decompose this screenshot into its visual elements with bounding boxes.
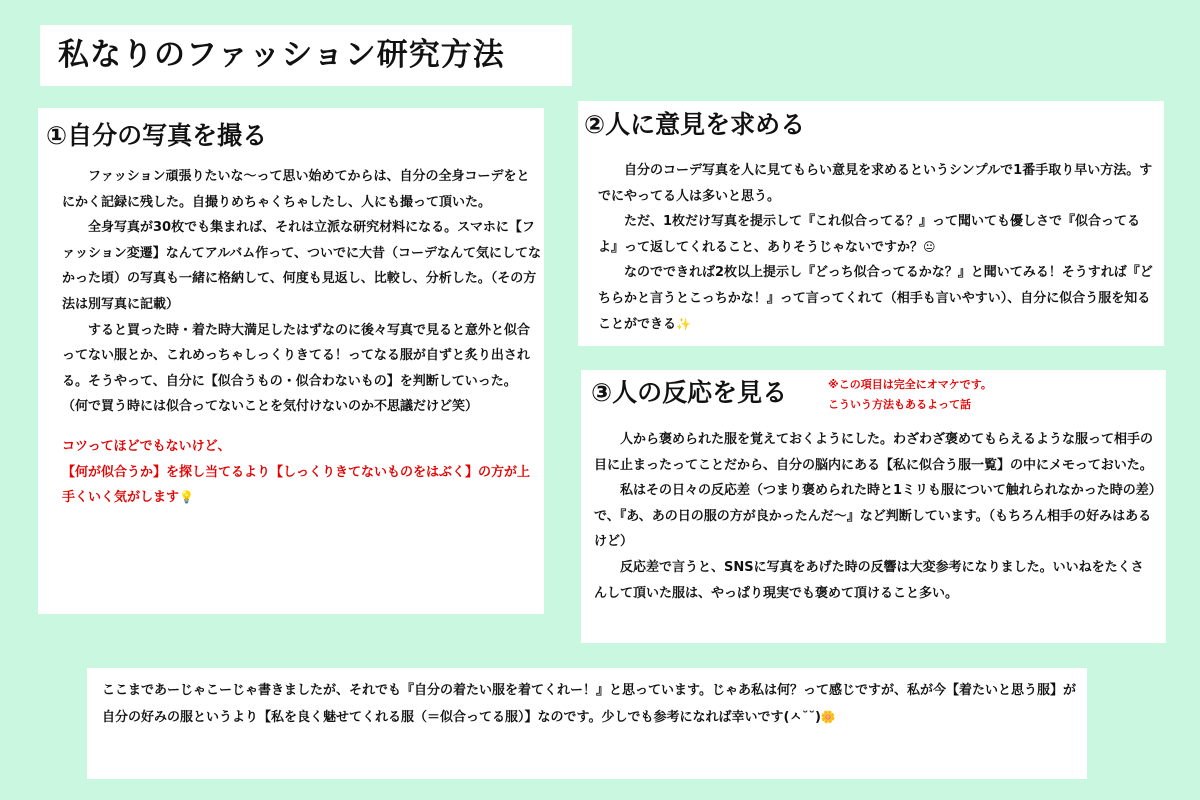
paragraph: ファッション頑張りたいな〜って思い始めてからは、自分の全身コーデをとにかく記録に残した。自撮りめちゃくちゃしたし、人にも撮って頂いた。	[62, 169, 530, 210]
paragraph: ただ、1枚だけ写真を提示して『これ似合ってる？』って聞いても優しさで『似合ってるよ』って返してくれること、ありそうじゃないですか？	[598, 214, 1141, 255]
paragraph: すると買った時・着た時大満足したはずなのに後々写真で見ると意外と似合ってない服とか、これめっちゃしっくりきてる！ってなる服が自ずと炙り出される。そうやって、自分に【似合うもの・似合わないもの】を判断していった。	[62, 322, 531, 389]
section-take-photos	[38, 108, 544, 614]
section-heading: ①自分の写真を撮る	[46, 121, 268, 150]
flower-icon: 🌼	[820, 710, 836, 724]
section-see-reactions	[581, 370, 1166, 643]
section-body	[598, 158, 1158, 337]
aside-paragraph: （何で買う時には似合ってないことを気付けないのか不思議だけど笑）	[62, 399, 479, 415]
paragraph: 人から褒められた服を覚えておくようにした。わざわざ褒めてもらえるような服って相手の目に止まったってことだから、自分の脳内にある【私に似合う服一覧】の中にメモっておいた。	[594, 432, 1154, 473]
tip-line: 【何が似合うか】を探し当てるより【しっくりきてないものをはぶく】の方が上手くいく気がします	[62, 464, 531, 506]
paragraph: なのでできれば2枚以上提示し『どっち似合ってるかな？』と聞いてみる！そうすれば『どちらかと言うとこっちかな！』って言ってくれて（相手も言いやすい）、自分に似合う服を知ることができる	[598, 265, 1153, 332]
paragraph: 反応差で言うと、SNSに写真をあげた時の反響は大変参考になりました。いいねをたくさんして頂いた服は、やっぱり現実でも褒めて頂けること多い。	[594, 559, 1144, 601]
section-heading: ③人の反応を見る	[591, 378, 788, 407]
lightbulb-icon: 💡	[179, 490, 194, 505]
section-body	[594, 427, 1156, 606]
closing-body	[102, 678, 1077, 731]
paragraph-wrap	[598, 260, 1158, 337]
note-line: こういう方法もあるよって話	[828, 398, 971, 411]
tip-line: コツってほどでもないけど、	[62, 438, 231, 454]
page-title: 私なりのファッション研究方法	[58, 37, 505, 73]
paragraph: 私はその日々の反応差（つまり褒められた時と1ミリも服について触れられなかった時の差）で、『あ、あの日の服の方が良かったんだ〜』など判断しています。（もちろん相手の好みはあるけど）	[594, 483, 1156, 550]
paragraph: 自分のコーデ写真を人に見てもらい意見を求めるというシンプルで1番手取り早い方法。すでにやってる人は多いと思う。	[598, 163, 1153, 204]
closing-note	[87, 668, 1087, 779]
neutral-face-icon: 😐	[923, 239, 936, 254]
section-ask-opinions	[578, 101, 1164, 346]
title-card	[40, 25, 572, 86]
note-line: ※この項目は完全にオマケです。	[828, 378, 992, 391]
paragraph: 全身写真が30枚でも集まれば、それは立派な研究材料になる。スマホに【ファッション変遷】なんてアルバム作って、ついでに大昔（コーデなんて気にしてなかった頃）の写真も一緒に格納して、何度も見返し、比較し、分析した。（その方法は別写真に記載）	[62, 220, 542, 312]
sparkles-icon: ✨	[676, 316, 691, 331]
section-body	[62, 164, 542, 511]
tip-line-text	[62, 460, 542, 511]
section-note	[828, 375, 992, 415]
section-heading: ②人に意見を求める	[584, 110, 806, 139]
closing-text: ここまであーじゃこーじゃ書きましたが、それでも『自分の着たい服を着てくれー！』と思っています。じゃあ私は何？って感じですが、私が今【着たいと思う服】が自分の好みの服というより【私を良く魅せてくれる服（＝似合ってる服）】なのです。少しでも参考になれば幸いです(ㅅ˘˘)	[102, 683, 1076, 725]
paragraph-wrap	[598, 209, 1158, 260]
